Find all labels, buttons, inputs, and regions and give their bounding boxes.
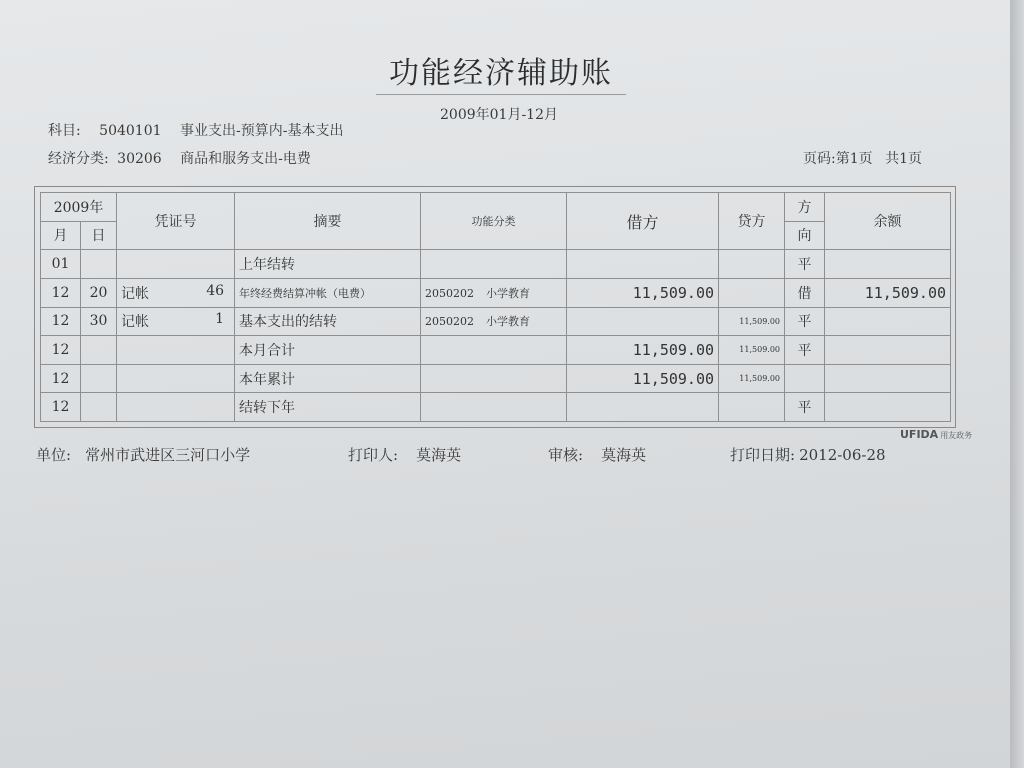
day-cell: [81, 250, 117, 279]
day-cell: [81, 336, 117, 365]
day-cell: [81, 364, 117, 393]
func-class-cell: [421, 250, 567, 279]
credit-header: 贷方: [719, 193, 785, 250]
page-total: 共1页: [885, 151, 923, 167]
table-row: [41, 336, 951, 365]
debit-cell: [567, 393, 719, 422]
voucher-number: 1: [215, 311, 225, 328]
summary-cell: 结转下年: [235, 393, 421, 422]
table-row: [41, 307, 951, 336]
table-row: [41, 364, 951, 393]
summary-cell: 基本支出的结转: [235, 307, 421, 336]
year-header: 2009年: [41, 193, 117, 222]
printer-name: 莫海英: [416, 446, 462, 464]
econ-class-line: [48, 148, 325, 168]
summary-cell: 本月合计: [235, 336, 421, 365]
direction-cell: 平: [785, 250, 825, 279]
credit-cell: [719, 250, 785, 279]
month-cell: 01: [41, 250, 81, 279]
func-class-cell: [421, 393, 567, 422]
credit-cell: [719, 278, 785, 307]
printer-label: 打印人:: [348, 446, 399, 464]
balance-header: 余额: [825, 193, 951, 250]
ledger-table-frame: [34, 186, 956, 428]
func-class-code: 2050202: [425, 286, 475, 300]
day-header: 日: [81, 221, 117, 250]
ufida-logo: [900, 428, 972, 441]
voucher-type: 记帐: [121, 314, 150, 331]
table-row: [41, 278, 951, 307]
credit-cell: 11,509.00: [719, 364, 785, 393]
footer-printer: [348, 444, 461, 465]
func-class-name: 小学教育: [486, 315, 531, 329]
summary-header: 摘要: [235, 193, 421, 250]
func-class-cell: [421, 307, 567, 336]
month-cell: 12: [41, 393, 81, 422]
direction-cell: 借: [785, 278, 825, 307]
voucher-cell: [117, 393, 235, 422]
subject-code: 5040101: [99, 123, 162, 139]
day-cell: [81, 393, 117, 422]
debit-header: 借方: [567, 193, 719, 250]
table-row: [41, 250, 951, 279]
balance-cell: [825, 250, 951, 279]
voucher-header: 凭证号: [117, 193, 235, 250]
voucher-cell: [117, 336, 235, 365]
subject-name: 事业支出-预算内-基本支出: [179, 123, 344, 139]
direction-cell: 平: [785, 336, 825, 365]
summary-cell: 上年结转: [235, 250, 421, 279]
func-class-code: 2050202: [425, 315, 475, 329]
direction-header-1: 方: [785, 193, 825, 222]
subject-line: [48, 120, 357, 140]
func-class-header: 功能分类: [421, 193, 567, 250]
balance-cell: 11,509.00: [825, 278, 951, 307]
debit-cell: 11,509.00: [567, 278, 719, 307]
balance-cell: [825, 307, 951, 336]
balance-cell: [825, 393, 951, 422]
econ-class-code: 30206: [117, 151, 162, 167]
direction-cell: 平: [785, 307, 825, 336]
month-cell: 12: [41, 307, 81, 336]
paper-edge: [1010, 0, 1024, 768]
month-header: 月: [41, 221, 81, 250]
credit-cell: 11,509.00: [719, 336, 785, 365]
month-cell: 12: [41, 364, 81, 393]
debit-cell: [567, 250, 719, 279]
ledger-body: [41, 250, 951, 422]
direction-cell: 平: [785, 393, 825, 422]
unit-name: 常州市武进区三河口小学: [85, 446, 251, 464]
unit-label: 单位:: [36, 446, 72, 464]
brand-name: UFIDA: [900, 428, 939, 441]
print-date-value: 2012-06-28: [799, 446, 886, 464]
func-class-name: 小学教育: [486, 286, 531, 300]
summary-cell: 年终经费结算冲帐（电费）: [235, 278, 421, 307]
footer-reviewer: [548, 444, 646, 465]
voucher-type: 记帐: [121, 285, 150, 302]
debit-cell: 11,509.00: [567, 336, 719, 365]
voucher-cell: [117, 278, 235, 307]
month-cell: 12: [41, 278, 81, 307]
credit-cell: 11,509.00: [719, 307, 785, 336]
balance-cell: [825, 364, 951, 393]
econ-class-name: 商品和服务支出-电费: [180, 151, 311, 167]
econ-class-label: 经济分类:: [48, 151, 109, 167]
reviewer-name: 莫海英: [601, 446, 647, 464]
debit-cell: 11,509.00: [567, 364, 719, 393]
summary-cell: 本年累计: [235, 364, 421, 393]
reviewer-label: 审核:: [548, 446, 584, 464]
page-current: 第1页: [835, 151, 873, 167]
debit-cell: [567, 307, 719, 336]
voucher-cell: [117, 307, 235, 336]
direction-header-2: 向: [785, 221, 825, 250]
subject-label: 科目:: [48, 123, 81, 139]
voucher-cell: [117, 250, 235, 279]
func-class-cell: [421, 336, 567, 365]
print-date-label: 打印日期:: [730, 446, 796, 464]
day-cell: 20: [81, 278, 117, 307]
func-class-cell: [421, 278, 567, 307]
table-row: [41, 393, 951, 422]
day-cell: 30: [81, 307, 117, 336]
footer-unit: [36, 444, 250, 465]
header-row-1: [41, 193, 951, 222]
footer-print-date: [730, 444, 886, 465]
page-number: [803, 148, 922, 168]
credit-cell: [719, 393, 785, 422]
document-title: 功能经济辅助账: [376, 48, 626, 95]
direction-cell: [785, 364, 825, 393]
document-period: 2009年01月-12月: [440, 107, 558, 123]
month-cell: 12: [41, 336, 81, 365]
ledger-table: [40, 192, 951, 422]
brand-sub: 用友政务: [940, 431, 973, 440]
page-label: 页码:: [803, 151, 836, 167]
balance-cell: [825, 336, 951, 365]
func-class-cell: [421, 364, 567, 393]
voucher-number: 46: [206, 282, 225, 299]
voucher-cell: [117, 364, 235, 393]
